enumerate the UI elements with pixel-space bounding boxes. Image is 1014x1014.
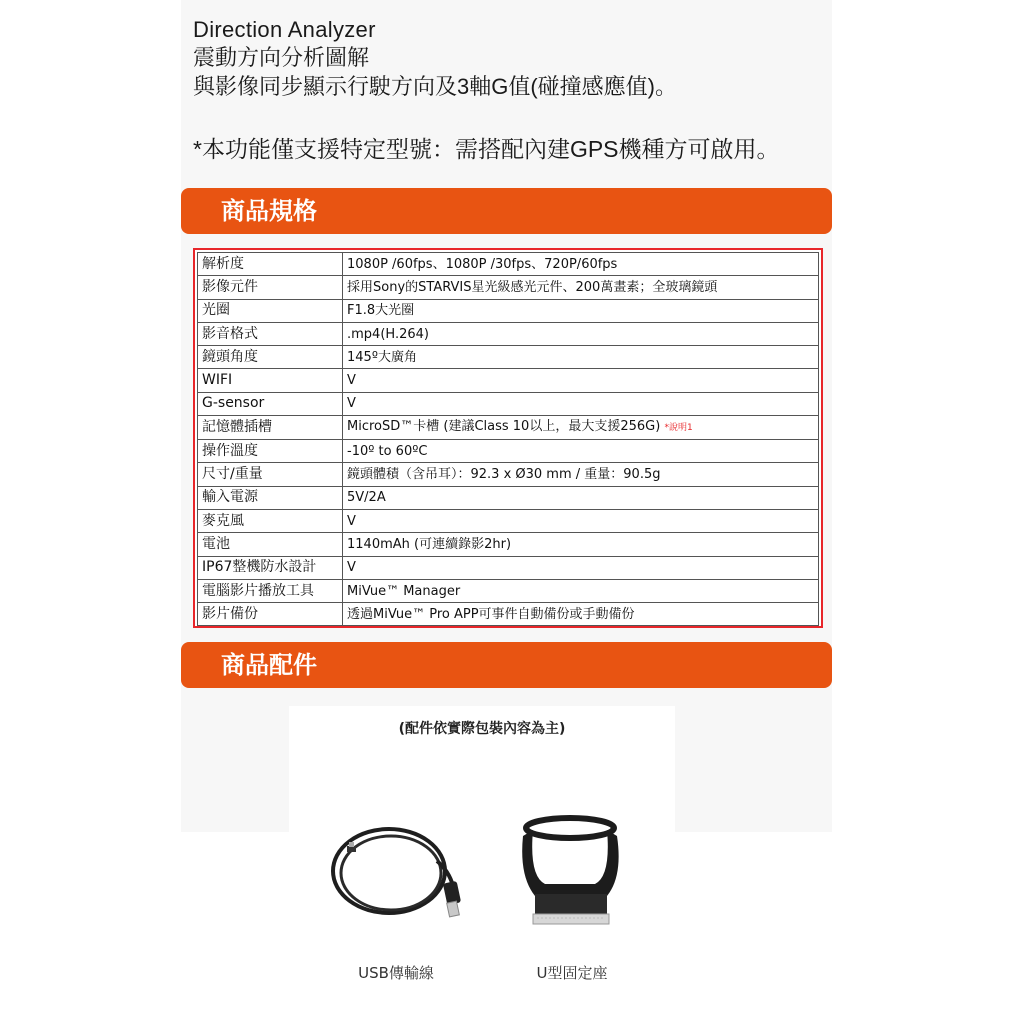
spec-row <box>198 253 819 276</box>
spec-row <box>198 369 819 392</box>
section-bar-specs <box>181 188 832 234</box>
spec-value: -10º to 60ºC <box>347 443 428 459</box>
spec-value-cell <box>343 440 819 463</box>
accessories-panel <box>289 706 675 1014</box>
spec-value: 5V/2A <box>347 490 386 506</box>
accessories-note: (配件依實際包裝內容為主) <box>398 721 566 737</box>
intro-subtitle: 震動方向分析圖解 <box>193 45 370 70</box>
spec-value: MicroSD™卡槽 (建議Class 10以上，最大支援256G) <box>347 419 661 435</box>
spec-value: 1080P /60fps、1080P /30fps、720P/60fps <box>347 256 618 272</box>
spec-key: 鏡頭角度 <box>198 346 343 369</box>
spec-value-cell <box>343 253 819 276</box>
spec-row <box>198 486 819 509</box>
intro-title: Direction Analyzer <box>193 17 376 42</box>
accessory-label-mount: U型固定座 <box>536 964 608 982</box>
spec-value-cell <box>343 509 819 532</box>
spec-table-frame <box>193 248 823 628</box>
spec-value-cell <box>343 392 819 415</box>
spec-key: 記憶體插槽 <box>198 416 343 440</box>
spec-key: G-sensor <box>198 392 343 415</box>
spec-value-cell <box>343 463 819 486</box>
spec-row <box>198 416 819 440</box>
spec-value-cell <box>343 416 819 440</box>
spec-key: 輸入電源 <box>198 486 343 509</box>
spec-key: 麥克風 <box>198 509 343 532</box>
spec-row <box>198 509 819 532</box>
spec-value-cell <box>343 276 819 299</box>
spec-row <box>198 299 819 322</box>
spec-row <box>198 533 819 556</box>
intro-description: 與影像同步顯示行駛方向及3軸G值(碰撞感應值)。 <box>193 74 678 99</box>
spec-table <box>197 252 819 626</box>
spec-key: 電腦影片播放工具 <box>198 579 343 602</box>
spec-value: 1140mAh (可連續錄影2hr) <box>347 536 512 552</box>
spec-key: 電池 <box>198 533 343 556</box>
spec-value: 145º大廣角 <box>347 349 417 365</box>
spec-value: V <box>347 373 356 389</box>
accessory-label-usb: USB傳輸線 <box>358 964 434 982</box>
spec-row <box>198 346 819 369</box>
spec-value: .mp4(H.264) <box>347 326 429 342</box>
usb-cable-icon <box>327 816 467 926</box>
spec-value: 鏡頭體積（含吊耳）：92.3 x Ø30 mm / 重量：90.5g <box>347 467 661 483</box>
spec-row <box>198 440 819 463</box>
spec-value-cell <box>343 346 819 369</box>
spec-key: 操作溫度 <box>198 440 343 463</box>
spec-key: 尺寸/重量 <box>198 463 343 486</box>
spec-value: F1.8大光圈 <box>347 303 415 319</box>
section-bar-accessories <box>181 642 832 688</box>
spec-value: MiVue™ Manager <box>347 583 461 599</box>
spec-key: 光圈 <box>198 299 343 322</box>
spec-key: 影片備份 <box>198 603 343 626</box>
spec-value-cell <box>343 603 819 626</box>
spec-value-cell <box>343 299 819 322</box>
section-title-specs: 商品規格 <box>221 197 317 225</box>
spec-value-cell <box>343 533 819 556</box>
spec-key: 影音格式 <box>198 322 343 345</box>
spec-row <box>198 463 819 486</box>
spec-row <box>198 556 819 579</box>
spec-value-cell <box>343 486 819 509</box>
spec-value-cell <box>343 369 819 392</box>
spec-key: IP67整機防水設計 <box>198 556 343 579</box>
spec-value-cell <box>343 556 819 579</box>
section-title-accessories: 商品配件 <box>221 651 317 679</box>
intro-note: *本功能僅支援特定型號：需搭配內建GPS機種方可啟用。 <box>193 136 780 162</box>
spec-value: 採用Sony的STARVIS星光級感光元件、200萬畫素；全玻璃鏡頭 <box>347 279 718 295</box>
spec-row <box>198 276 819 299</box>
spec-value: V <box>347 513 356 529</box>
spec-row <box>198 603 819 626</box>
u-mount-icon <box>515 806 625 936</box>
spec-key: 解析度 <box>198 253 343 276</box>
spec-key: WIFI <box>198 369 343 392</box>
spec-key: 影像元件 <box>198 276 343 299</box>
spec-value: V <box>347 396 356 412</box>
spec-value: 透過MiVue™ Pro APP可事件自動備份或手動備份 <box>347 606 635 622</box>
spec-footnote: *說明1 <box>664 423 693 434</box>
spec-row <box>198 392 819 415</box>
spec-row <box>198 322 819 345</box>
spec-value-cell <box>343 322 819 345</box>
spec-row <box>198 579 819 602</box>
spec-value-cell <box>343 579 819 602</box>
intro-block <box>193 16 823 164</box>
spec-value: V <box>347 560 356 576</box>
